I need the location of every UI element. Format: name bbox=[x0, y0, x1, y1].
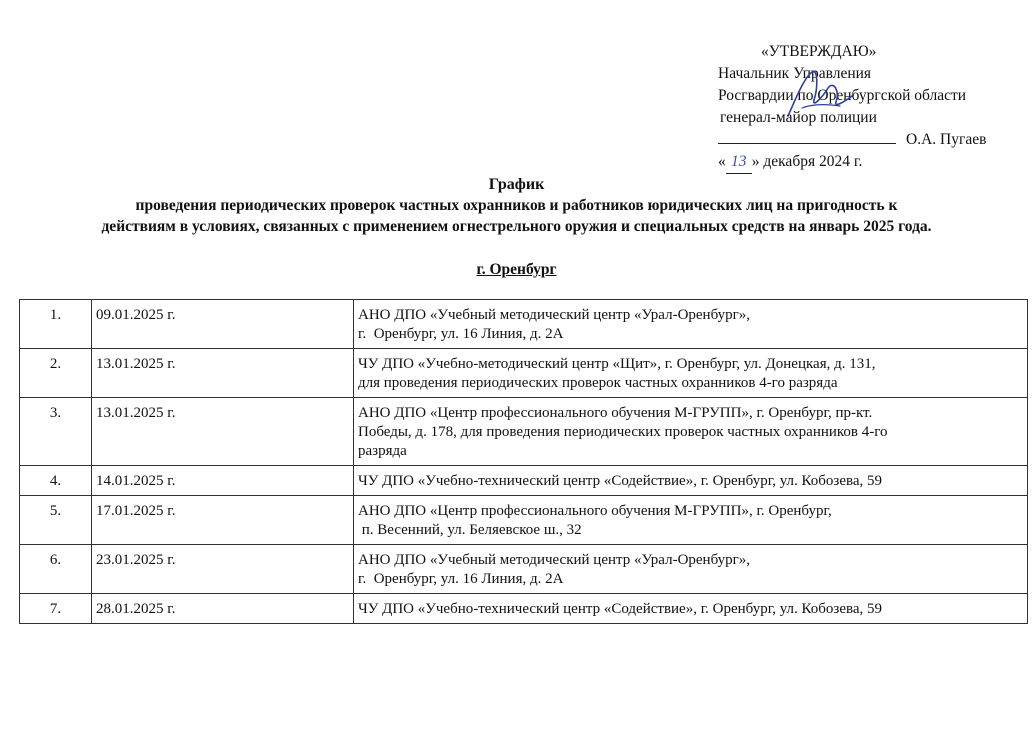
schedule-table bbox=[19, 299, 1028, 624]
organization-line: АНО ДПО «Учебный методический центр «Урал-Оренбург», bbox=[358, 552, 751, 568]
row-number: 6. bbox=[20, 545, 92, 594]
organization-line: АНО ДПО «Учебный методический центр «Урал-Оренбург», bbox=[358, 307, 751, 323]
row-date: 17.01.2025 г. bbox=[92, 496, 354, 545]
document-subtitle-line2: действиям в условиях, связанных с применением огнестрельного оружия и специальных средств на январь 2025 года. bbox=[101, 218, 932, 235]
schedule-row bbox=[20, 349, 1028, 398]
row-number: 4. bbox=[20, 466, 92, 496]
row-number: 1. bbox=[20, 300, 92, 349]
city-heading bbox=[0, 261, 1033, 279]
row-number: 5. bbox=[20, 496, 92, 545]
schedule-row bbox=[20, 594, 1028, 624]
row-number: 2. bbox=[20, 349, 92, 398]
row-number: 7. bbox=[20, 594, 92, 624]
document-subtitle-line1: проведения периодических проверок частных охранников и работников юридических лиц на пригодность к bbox=[135, 197, 898, 214]
organization-line: п. Весенний, ул. Беляевское ш., 32 bbox=[358, 522, 582, 538]
document-title: График bbox=[488, 176, 545, 193]
row-date: 09.01.2025 г. bbox=[92, 300, 354, 349]
organization-line: Победы, д. 178, для проведения периодических проверок частных охранников 4-го bbox=[358, 424, 888, 440]
date-day: 13 bbox=[726, 151, 752, 174]
organization-line: АНО ДПО «Центр профессионального обучения М-ГРУПП», г. Оренбург, пр-кт. bbox=[358, 405, 873, 421]
schedule-row bbox=[20, 496, 1028, 545]
approval-date bbox=[718, 151, 1028, 174]
organization-line: разряда bbox=[358, 443, 407, 459]
row-organization bbox=[354, 398, 1028, 466]
row-date: 28.01.2025 г. bbox=[92, 594, 354, 624]
approver-position-line1: Начальник Управления bbox=[718, 65, 872, 82]
approve-word: «УТВЕРЖДАЮ» bbox=[761, 43, 877, 60]
schedule-row bbox=[20, 398, 1028, 466]
signature-line bbox=[718, 129, 1028, 151]
schedule-row bbox=[20, 466, 1028, 496]
organization-line: АНО ДПО «Центр профессионального обучения М-ГРУПП», г. Оренбург, bbox=[358, 503, 832, 519]
row-number: 3. bbox=[20, 398, 92, 466]
city-name: г. Оренбург bbox=[476, 261, 557, 278]
signature-blank bbox=[718, 129, 896, 144]
row-organization bbox=[354, 496, 1028, 545]
row-organization bbox=[354, 594, 1028, 624]
organization-line: г. Оренбург, ул. 16 Линия, д. 2А bbox=[358, 326, 564, 342]
row-organization bbox=[354, 300, 1028, 349]
organization-line: для проведения периодических проверок частных охранников 4-го разряда bbox=[358, 375, 838, 391]
row-organization bbox=[354, 349, 1028, 398]
organization-line: ЧУ ДПО «Учебно-методический центр «Щит», г. Оренбург, ул. Донецкая, д. 131, bbox=[358, 356, 876, 372]
organization-line: г. Оренбург, ул. 16 Линия, д. 2А bbox=[358, 571, 564, 587]
schedule-row bbox=[20, 300, 1028, 349]
organization-line: ЧУ ДПО «Учебно-технический центр «Содействие», г. Оренбург, ул. Кобозева, 59 bbox=[358, 473, 883, 489]
approver-name: О.А. Пугаев bbox=[906, 131, 987, 148]
approver-rank: генерал-майор полиции bbox=[720, 109, 877, 126]
organization-line: ЧУ ДПО «Учебно-технический центр «Содействие», г. Оренбург, ул. Кобозева, 59 bbox=[358, 601, 883, 617]
row-organization bbox=[354, 466, 1028, 496]
row-date: 13.01.2025 г. bbox=[92, 349, 354, 398]
row-date: 13.01.2025 г. bbox=[92, 398, 354, 466]
approver-position-line2: Росгвардии по Оренбургской области bbox=[718, 87, 967, 104]
schedule-row bbox=[20, 545, 1028, 594]
row-organization bbox=[354, 545, 1028, 594]
approval-block bbox=[718, 41, 1028, 174]
row-date: 23.01.2025 г. bbox=[92, 545, 354, 594]
date-open-quote: « bbox=[718, 153, 726, 170]
schedule-table-body bbox=[20, 300, 1028, 624]
row-date: 14.01.2025 г. bbox=[92, 466, 354, 496]
document-heading bbox=[0, 174, 1033, 237]
date-rest: » декабря 2024 г. bbox=[751, 153, 863, 170]
